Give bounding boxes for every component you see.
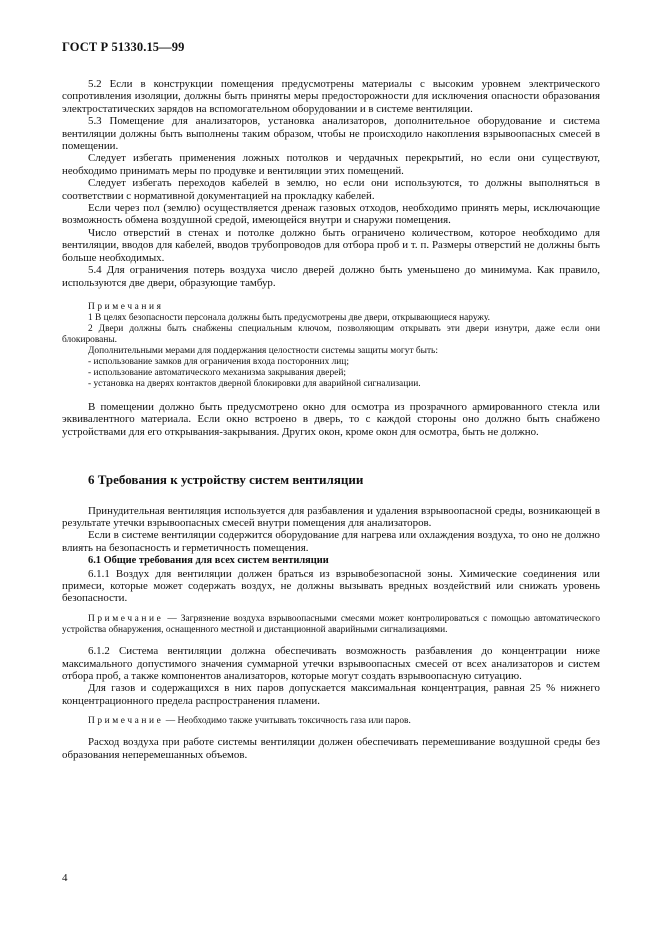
section-6-paragraph-1: Принудительная вентиляция используется для разбавления и удаления взрывоопасной среды, возникающей в результате утечки взрывоопасных смесей внутри помещения для анализаторов. xyxy=(62,504,600,529)
note-1: 1 В целях безопасности персонала должны быть предусмотрены две двери, открывающиеся наружу. xyxy=(88,312,490,323)
note-2: 2 Двери должны быть снабжены специальным ключом, позволяющим открывать эти двери изнутри, даже если они блокированы. xyxy=(62,323,600,345)
paragraph-5-2: 5.2 Если в конструкции помещения предусмотрены материалы с высоким уровнем электрического сопротивления изоляции, должны быть приняты меры предосторожности для исключения опасности образования электростатических зарядов на вспомогательном оборудовании и в системе вентиляции. xyxy=(62,78,600,115)
section-6-paragraph-2: Если в системе вентиляции содержится оборудование для нагрева или охлаждения воздуха, то оно не должно влиять на безопасность и герметичность помещения. xyxy=(62,529,600,554)
page-number: 4 xyxy=(62,872,68,884)
note-label: Примечание xyxy=(88,716,164,727)
paragraph-airflow: Расход воздуха при работе системы вентиляции должен обеспечивать перемешивание воздушной среды без образования неперемешанных объемов. xyxy=(62,736,600,761)
paragraph-5-3-openings: Число отверстий в стенах и потолке должно быть ограничено количеством, которое необходимо для вентиляции, вводов для кабелей, вводов трубопроводов для отбора проб и т. п. Размеры отверстий не должны быть больше необходимых. xyxy=(62,226,600,264)
note-6-1-2 xyxy=(62,716,600,727)
notes-list xyxy=(62,357,600,390)
paragraph-window: В помещении должно быть предусмотрено окно для осмотра из прозрачного армированного стекла или эквивалентного материала. Если окно встроено в дверь, то с каждой стороны оно должно быть снабжено устройствами для его открывания-закрывания. Других окон, кроме окон для осмотра, быть не должно. xyxy=(62,400,600,438)
paragraph-6-1-2-concentration: Для газов и содержащихся в них паров допускается максимальная концентрация, равная 25 % нижнего концентрационного предела распространения пламени. xyxy=(62,682,600,707)
list-item: - использование замков для ограничения входа посторонних лиц; xyxy=(88,356,349,367)
list-item: - использование автоматического механизма закрывания дверей; xyxy=(88,367,346,378)
list-item: - установка на дверях контактов дверной блокировки для аварийной сигнализации. xyxy=(88,378,421,389)
paragraph-6-1-2: 6.1.2 Система вентиляции должна обеспечивать возможность разбавления до концентрации ниже максимального допустимого значения суммарной утечки взрывоопасных смесей от всех анализаторов и систем отбора проб, а также компонентов анализаторов, которые могут создать взрывоопасную ситуацию. xyxy=(62,645,600,682)
paragraph-5-3-cables: Следует избегать переходов кабелей в землю, но если они используются, то должны выполняться в соответствии с нормативной документацией на прокладку кабелей. xyxy=(62,177,600,202)
note-text: — Загрязнение воздуха взрывоопасными смесями может контролироваться с помощью автоматического устройства обнаружения, оснащенного местной и дистанционной аварийными сигнализациями. xyxy=(62,613,601,635)
note-6-1-1 xyxy=(62,614,600,636)
notes-heading: Примечания xyxy=(88,301,164,312)
section-6-title: 6 Требования к устройству систем вентиляции xyxy=(88,472,364,488)
notes-block xyxy=(62,302,600,390)
page-content xyxy=(62,78,600,761)
paragraph-5-3: 5.3 Помещение для анализаторов, установка анализаторов, дополнительное оборудование и система вентиляции должны быть выполнены таким образом, чтобы не происходило накопления взрывоопасных смесей в помещении. xyxy=(62,115,600,153)
paragraph-5-3-drainage: Если через пол (землю) осуществляется дренаж газовых отходов, необходимо принять меры, исключающие возможность обмена воздушной средой, имеющейся внутри и снаружи помещения. xyxy=(62,202,600,227)
paragraph-5-4: 5.4 Для ограничения потерь воздуха число дверей должно быть уменьшено до минимума. Как правило, используются две двери, образующие тамбур. xyxy=(62,264,600,289)
note-label: Примечание xyxy=(88,613,164,624)
document-header: ГОСТ Р 51330.15—99 xyxy=(62,40,185,54)
note-text: — Необходимо также учитывать токсичность газа или паров. xyxy=(165,716,411,727)
note-additional: Дополнительными мерами для поддержания целостности системы защиты могут быть: xyxy=(88,345,438,356)
paragraph-6-1-1: 6.1.1 Воздух для вентиляции должен браться из взрывобезопасной зоны. Химические соединения или примеси, которые может содержать воздух, не должны вызывать вредных воздействий или снижать уровень безопасности. xyxy=(62,567,600,605)
subsection-6-1-title: 6.1 Общие требования для всех систем вентиляции xyxy=(88,555,329,567)
paragraph-5-3-ceilings: Следует избегать применения ложных потолков и чердачных перекрытий, но если они существуют, необходимо принимать меры по продувке и вентиляции этих помещений. xyxy=(62,152,600,177)
